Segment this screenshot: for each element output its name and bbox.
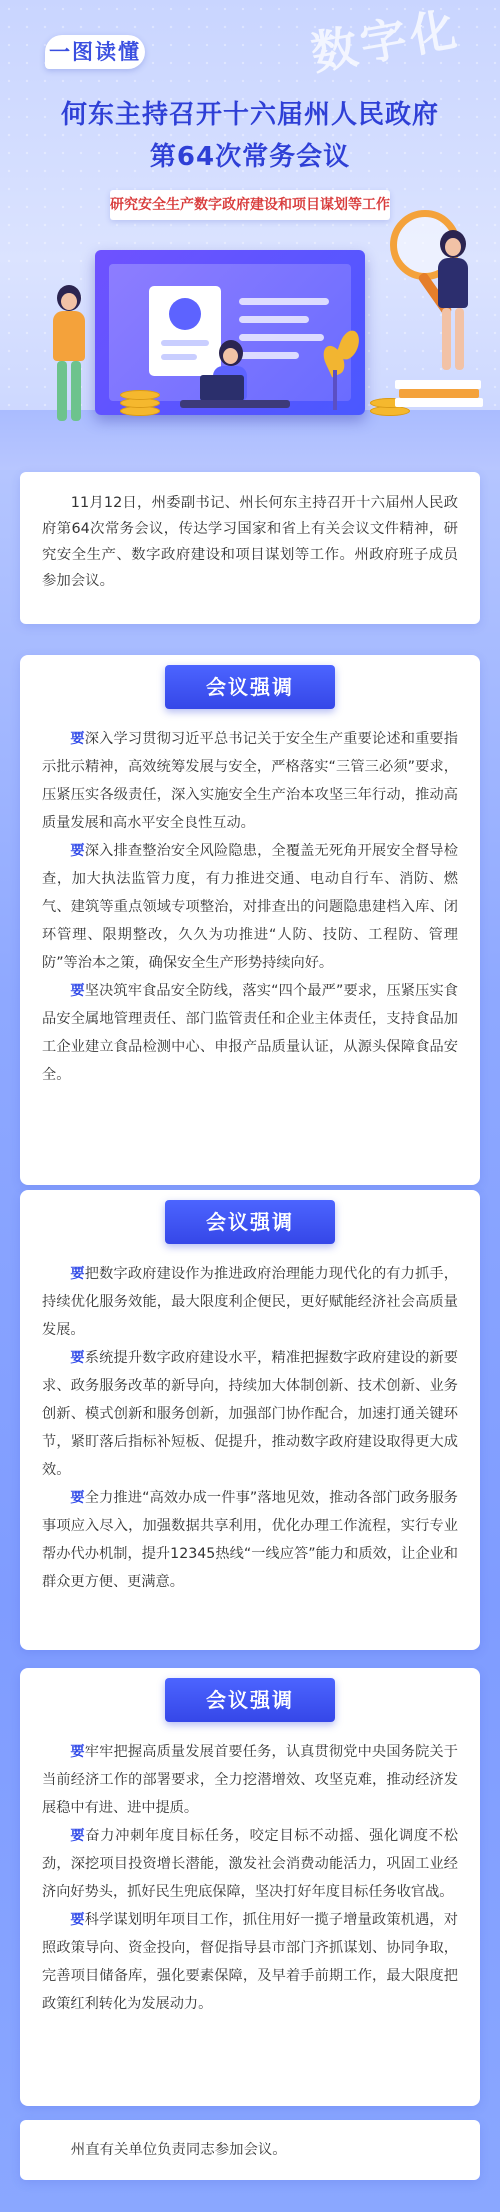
section-paragraph: [42, 1484, 458, 1596]
section-paragraph: [42, 725, 458, 837]
section-body: [42, 725, 458, 1089]
paragraph-lead: 要: [70, 1490, 85, 1506]
section-paragraph: [42, 1260, 458, 1344]
section-paragraph: [42, 977, 458, 1089]
paragraph-lead: 要: [70, 1744, 85, 1760]
paragraph-text: 坚决筑牢食品安全防线，落实“四个最严”要求，压紧压实食品安全属地管理责任、部门监管责任和企业主体责任，支持食品加工企业建立食品检测中心、申报产品质量认证，从源头保障食品安全。: [42, 983, 458, 1083]
paragraph-lead: 要: [70, 983, 85, 999]
paragraph-text: 奋力冲刺年度目标任务，咬定目标不动摇、强化调度不松劲，深挖项目投资增长潜能，激发社会消费动能活力，巩固工业经济向好势头，抓好民生兜底保障，坚决打好年度目标任务收官战。: [42, 1828, 458, 1900]
section-heading: 会议强调: [165, 1200, 335, 1244]
card-line: [161, 340, 209, 346]
intro-text: 11月12日，州委副书记、州长何东主持召开十六届州人民政府第64次常务会议，传达学习国家和省上有关会议文件精神，研究安全生产、数字政府建设和项目谋划等工作。州政府班子成员参加会议。: [42, 495, 458, 589]
hero-banner: [0, 0, 500, 470]
paragraph-text: 全力推进“高效办成一件事”落地见效，推动各部门政务服务事项应入尽入，加强数据共享利用，优化办理工作流程，实行专业帮办代办机制，提升12345热线“一线应答”能力和质效，让企业和群众更方便、更满意。: [42, 1490, 458, 1590]
card-line: [161, 354, 197, 360]
section-paragraph: [42, 1344, 458, 1484]
paragraph-lead: 要: [70, 1912, 85, 1928]
page-title-line1: 何东主持召开十六届州人民政府: [60, 100, 439, 130]
paragraph-lead: 要: [70, 1266, 85, 1282]
laptop-icon: [200, 375, 244, 401]
page-subtitle: 研究安全生产数字政府建设和项目谋划等工作: [110, 190, 390, 220]
section-paragraph: [42, 1822, 458, 1906]
section-card-1: [20, 655, 480, 1185]
section-body: [42, 1738, 458, 2018]
section-paragraph: [42, 1906, 458, 2018]
person-standing-right: [430, 230, 480, 380]
paragraph-text: 深入排查整治安全风险隐患，全覆盖无死角开展安全督导检查，加大执法监管力度，有力推进交通、电动自行车、消防、燃气、建筑等重点领域专项整治，对排查出的问题隐患建档入库、闭环管理、限期整改，久久为功推进“人防、技防、工程防、管理防”等治本之策，确保安全生产形势持续向好。: [42, 843, 458, 971]
footer-text: 州直有关单位负责同志参加会议。: [70, 2142, 287, 2158]
paragraph-lead: 要: [70, 843, 85, 859]
section-card-2: [20, 1190, 480, 1650]
section-heading: 会议强调: [165, 1678, 335, 1722]
paragraph-text: 科学谋划明年项目工作，抓住用好一揽子增量政策机遇，对照政策导向、资金投向，督促指导县市部门齐抓谋划、协同争取，完善项目储备库，强化要素保障，及早着手前期工作，最大限度把政策红利转化为发展动力。: [42, 1912, 458, 2012]
section-card-3: [20, 1668, 480, 2106]
desk-shape: [180, 400, 290, 408]
paragraph-text: 深入学习贯彻习近平总书记关于安全生产重要论述和重要指示批示精神，高效统筹发展与安全，严格落实“三管三必须”要求，压紧压实各级责任，深入实施安全生产治本攻坚三年行动，推动高质量发展和高水平安全良性互动。: [42, 731, 458, 831]
section-heading: 会议强调: [165, 665, 335, 709]
paragraph-lead: 要: [70, 1828, 86, 1844]
intro-card: [20, 472, 480, 624]
user-icon: [169, 298, 201, 330]
paragraph-text: 牢牢把握高质量发展首要任务，认真贯彻党中央国务院关于当前经济工作的部署要求，全力挖潜增效、攻坚克难，推动经济发展稳中有进、进中提质。: [42, 1744, 458, 1816]
paragraph-text: 系统提升数字政府建设水平，精准把握数字政府建设的新要求、政务服务改革的新导向，持续加大体制创新、技术创新、业务创新、模式创新和服务创新，加强部门协作配合，加速打通关键环节，紧盯落后指标补短板、促提升，推动数字政府建设取得更大成效。: [42, 1350, 458, 1478]
paragraph-lead: 要: [70, 731, 85, 747]
page-title-line2: 第64次常务会议: [149, 142, 351, 172]
section-body: [42, 1260, 458, 1596]
paragraph-text: 把数字政府建设作为推进政府治理能力现代化的有力抓手，持续优化服务效能，最大限度利企便民，更好赋能经济社会高质量发展。: [42, 1266, 458, 1338]
footer-card: [20, 2120, 480, 2180]
books-icon: [395, 380, 485, 408]
person-standing-left: [45, 285, 95, 425]
section-paragraph: [42, 1738, 458, 1822]
series-tag: 一图读懂: [45, 35, 145, 69]
watermark-text: 数字化: [306, 1, 465, 81]
hero-illustration: [0, 230, 500, 470]
paragraph-lead: 要: [70, 1350, 85, 1366]
section-paragraph: [42, 837, 458, 977]
